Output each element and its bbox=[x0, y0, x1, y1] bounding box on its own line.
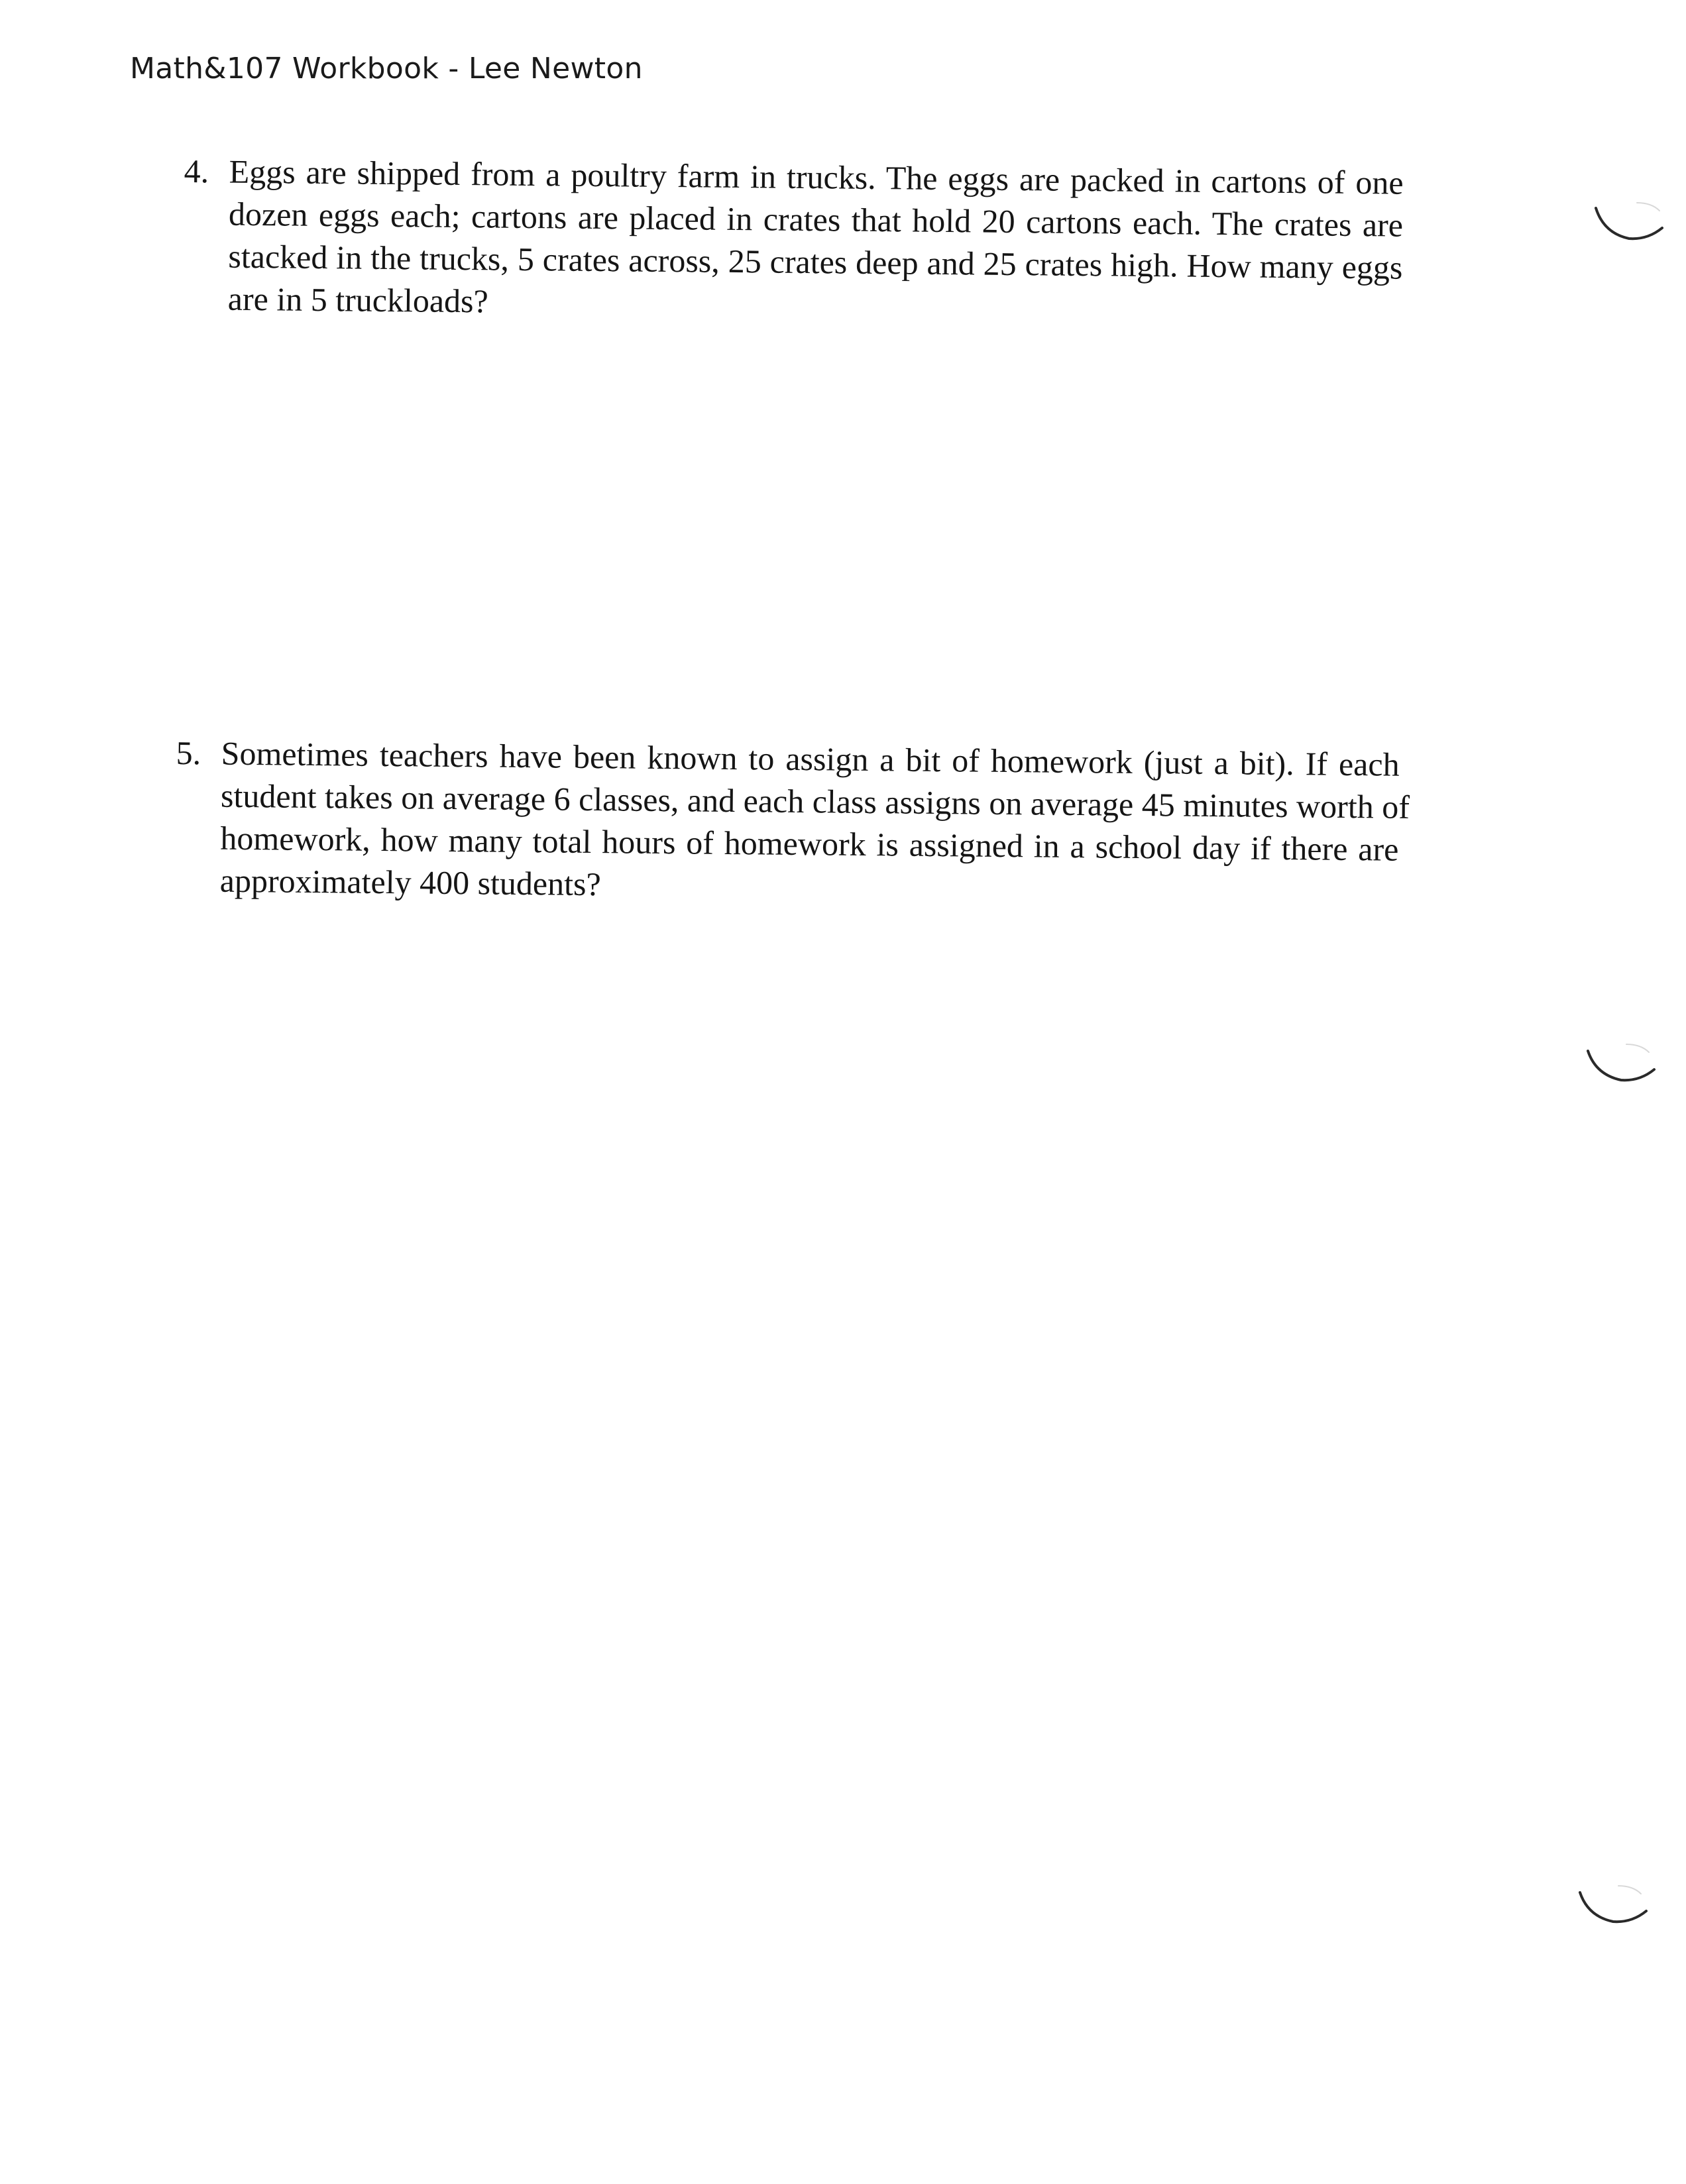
problem-text bbox=[219, 732, 1410, 913]
problem-line: Sometimes teachers have been known to assign a bit of homework (just a bit). If each bbox=[221, 734, 1400, 783]
punch-hole-icon bbox=[1575, 1884, 1654, 1938]
problem-line: approximately 400 students? bbox=[219, 861, 601, 903]
page-header: Math&107 Workbook - Lee Newton bbox=[130, 52, 643, 85]
problem-5 bbox=[176, 732, 1410, 903]
problem-line: Eggs are shipped from a poultry farm in trucks. The eggs are packed in cartons of one bbox=[229, 152, 1404, 201]
problem-4 bbox=[184, 150, 1404, 320]
problem-line: student takes on average 6 classes, and each class assigns on average 45 minutes worth of bbox=[220, 777, 1410, 826]
problem-text bbox=[228, 150, 1404, 331]
problem-number: 5. bbox=[176, 734, 201, 772]
punch-hole-icon bbox=[1583, 1042, 1662, 1095]
problem-line: are in 5 truckloads? bbox=[227, 280, 489, 320]
punch-hole-icon bbox=[1591, 199, 1670, 252]
problem-number: 4. bbox=[184, 152, 209, 190]
problem-line: homework, how many total hours of homework is assigned in a school day if there are bbox=[220, 819, 1399, 868]
problem-line: stacked in the trucks, 5 crates across, 25 crates deep and 25 crates high. How many eggs bbox=[228, 237, 1403, 286]
problem-line: dozen eggs each; cartons are placed in crates that hold 20 cartons each. The crates are bbox=[228, 195, 1404, 244]
